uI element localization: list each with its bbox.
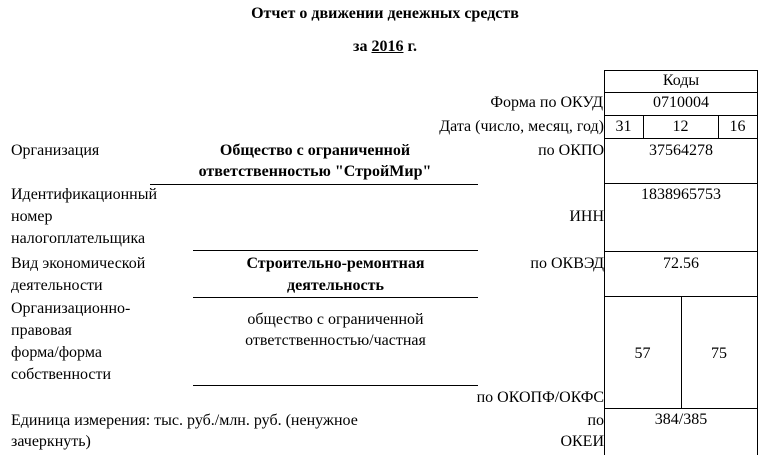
okei-label-line2: ОКЕИ — [560, 433, 604, 450]
okei-label-line1: по — [587, 412, 604, 429]
activity-label-line1: Вид экономической — [11, 255, 146, 272]
report-title: Отчет о движении денежных средств — [251, 5, 519, 22]
okopf-okfs-label: по ОКОПФ/ОКФС — [476, 389, 604, 406]
legal-form-label-line1: Организационно- — [11, 300, 131, 317]
taxpayer-label-line2: номер — [11, 208, 53, 225]
legal-form-value-line1: общество с ограниченной — [247, 311, 424, 328]
legal-form-underline — [193, 385, 478, 386]
activity-value-line1: Строительно-ремонтная — [246, 255, 425, 272]
activity-underline — [193, 297, 478, 298]
organization-label: Организация — [11, 142, 100, 159]
activity-value-line2: деятельность — [287, 277, 384, 294]
organization-value-line2: ответственностью "СтройМир" — [198, 163, 432, 180]
taxpayer-underline — [193, 250, 478, 251]
period-suffix: г. — [407, 38, 417, 55]
inn-label: ИНН — [569, 208, 604, 225]
period-year: 2016 — [371, 38, 404, 55]
okud-value: 0710004 — [653, 94, 709, 111]
period-prefix: за — [353, 38, 368, 55]
unit-label-line1: Единица измерения: тыс. руб./млн. руб. (ненужное — [11, 412, 358, 429]
date-year: 16 — [729, 118, 746, 135]
legal-form-label-line4: собственности — [11, 366, 112, 383]
okpo-value: 37564278 — [649, 142, 713, 159]
okved-value: 72.56 — [663, 255, 699, 272]
okopf-value: 57 — [634, 345, 651, 362]
okud-label: Форма по ОКУД — [490, 94, 603, 111]
legal-form-value-line2: ответственностью/частная — [245, 332, 426, 349]
legal-form-label-line3: форма/форма — [11, 344, 102, 361]
legal-form-label-line2: правовая — [11, 322, 72, 339]
date-day: 31 — [615, 118, 632, 135]
report-period — [0, 36, 758, 58]
codes-header: Коды — [662, 72, 700, 89]
okfs-value: 75 — [711, 345, 727, 362]
okei-value: 384/385 — [654, 411, 708, 428]
activity-label-line2: деятельности — [11, 277, 103, 294]
date-label: Дата (число, месяц, год) — [439, 118, 604, 135]
unit-label-line2: зачеркнуть) — [11, 433, 91, 450]
date-month: 12 — [672, 118, 689, 135]
organization-underline — [150, 184, 478, 185]
inn-value: 1838965753 — [641, 186, 721, 203]
okved-label: по ОКВЭД — [530, 255, 604, 272]
taxpayer-label-line3: налогоплательщика — [11, 230, 146, 247]
okpo-label: по ОКПО — [538, 142, 604, 159]
organization-value-line1: Общество с ограниченной — [219, 142, 411, 159]
taxpayer-label-line1: Идентификационный — [11, 186, 158, 203]
